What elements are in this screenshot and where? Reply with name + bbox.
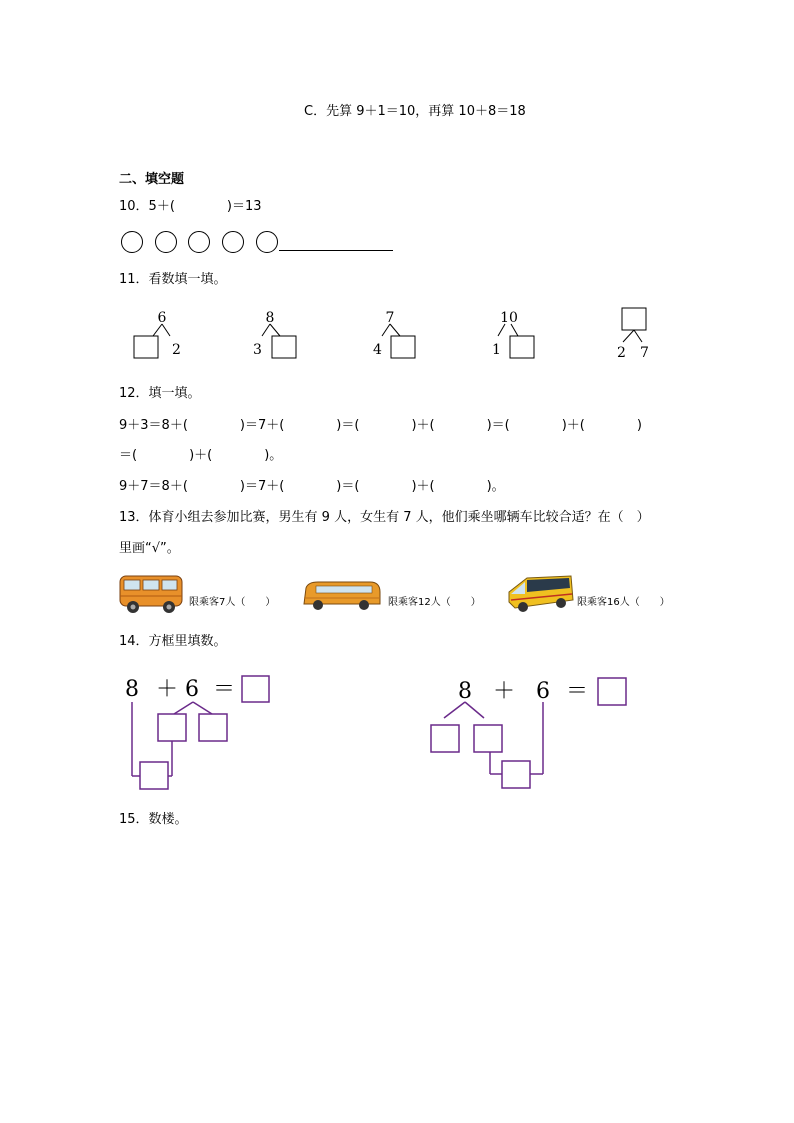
answer-circle[interactable]: [155, 231, 177, 253]
q14-left-equation: [125, 677, 235, 702]
eq-number: 8: [125, 677, 139, 702]
tree-top: 10: [500, 310, 518, 326]
tree-top: 8: [265, 310, 275, 326]
q14-diagram: [118, 668, 638, 798]
number-tree-4: [492, 310, 534, 358]
answer-box[interactable]: [502, 761, 530, 788]
eq-plus: ＋: [493, 679, 516, 704]
q12-line3: 9＋7＝8＋( )＝7＋( )＝( )＋( )。: [119, 479, 505, 494]
van-option-label[interactable]: 限乘客7人（ ）: [189, 597, 276, 608]
answer-box[interactable]: [510, 336, 534, 358]
eq-equals: ＝: [566, 679, 589, 704]
tree-right: 7: [640, 345, 649, 361]
q10-text: 10．5＋( )＝13: [119, 199, 262, 214]
answer-box[interactable]: [431, 725, 459, 752]
tree-top: 6: [157, 310, 167, 326]
number-tree-5: [617, 308, 649, 361]
eq-plus: ＋: [156, 677, 179, 702]
tree-left: 3: [253, 342, 262, 358]
q15-title: 15．数楼。: [119, 812, 188, 827]
number-tree-3: [373, 310, 415, 358]
answer-circle[interactable]: [222, 231, 244, 253]
q14-title: 14．方框里填数。: [119, 634, 227, 649]
number-tree-1: [134, 310, 181, 358]
q11-title: 11．看数填一填。: [119, 272, 227, 287]
tree-top: 7: [385, 310, 395, 326]
q12-line2: ＝( )＋( )。: [119, 448, 283, 463]
answer-box[interactable]: [242, 676, 269, 702]
eq-number: 6: [185, 677, 199, 702]
number-tree-2: [253, 310, 296, 358]
answer-box[interactable]: [474, 725, 502, 752]
q12-line1: 9＋3＝8＋( )＝7＋( )＝( )＋( )＝( )＋( ): [119, 418, 642, 433]
answer-circle[interactable]: [256, 231, 278, 253]
answer-box[interactable]: [199, 714, 227, 741]
answer-box[interactable]: [622, 308, 646, 330]
coach-icon: [507, 572, 575, 616]
q11-number-trees: [120, 300, 680, 370]
answer-line[interactable]: [279, 250, 393, 251]
answer-box[interactable]: [158, 714, 186, 741]
eq-number: 6: [536, 679, 550, 704]
tree-right: 2: [172, 342, 181, 358]
q13-line1: 13．体育小组去参加比赛，男生有 9 人，女生有 7 人，他们乘坐哪辆车比较合适？在（ ）: [119, 510, 650, 525]
eq-number: 8: [458, 679, 472, 704]
eq-equals: ＝: [213, 677, 236, 702]
q13-line2: 里画“√”。: [119, 541, 180, 556]
answer-box[interactable]: [272, 336, 296, 358]
bus-icon: [302, 580, 382, 612]
answer-circle[interactable]: [121, 231, 143, 253]
answer-box[interactable]: [391, 336, 415, 358]
q14-right-equation: [458, 679, 588, 704]
answer-box[interactable]: [140, 762, 168, 789]
answer-circle[interactable]: [188, 231, 210, 253]
coach-option-label[interactable]: 限乘客16人（ ）: [577, 597, 670, 608]
tree-left: 1: [492, 342, 501, 358]
answer-box[interactable]: [598, 678, 626, 705]
section-title: 二、填空题: [119, 172, 185, 187]
answer-box[interactable]: [134, 336, 158, 358]
q12-title: 12．填一填。: [119, 386, 201, 401]
bus-option-label[interactable]: 限乘客12人（ ）: [388, 597, 481, 608]
tree-left: 2: [617, 345, 626, 361]
van-icon: [118, 572, 184, 616]
tree-left: 4: [373, 342, 382, 358]
q9-option-c: C．先算 9＋1＝10，再算 10＋8＝18: [304, 104, 526, 119]
